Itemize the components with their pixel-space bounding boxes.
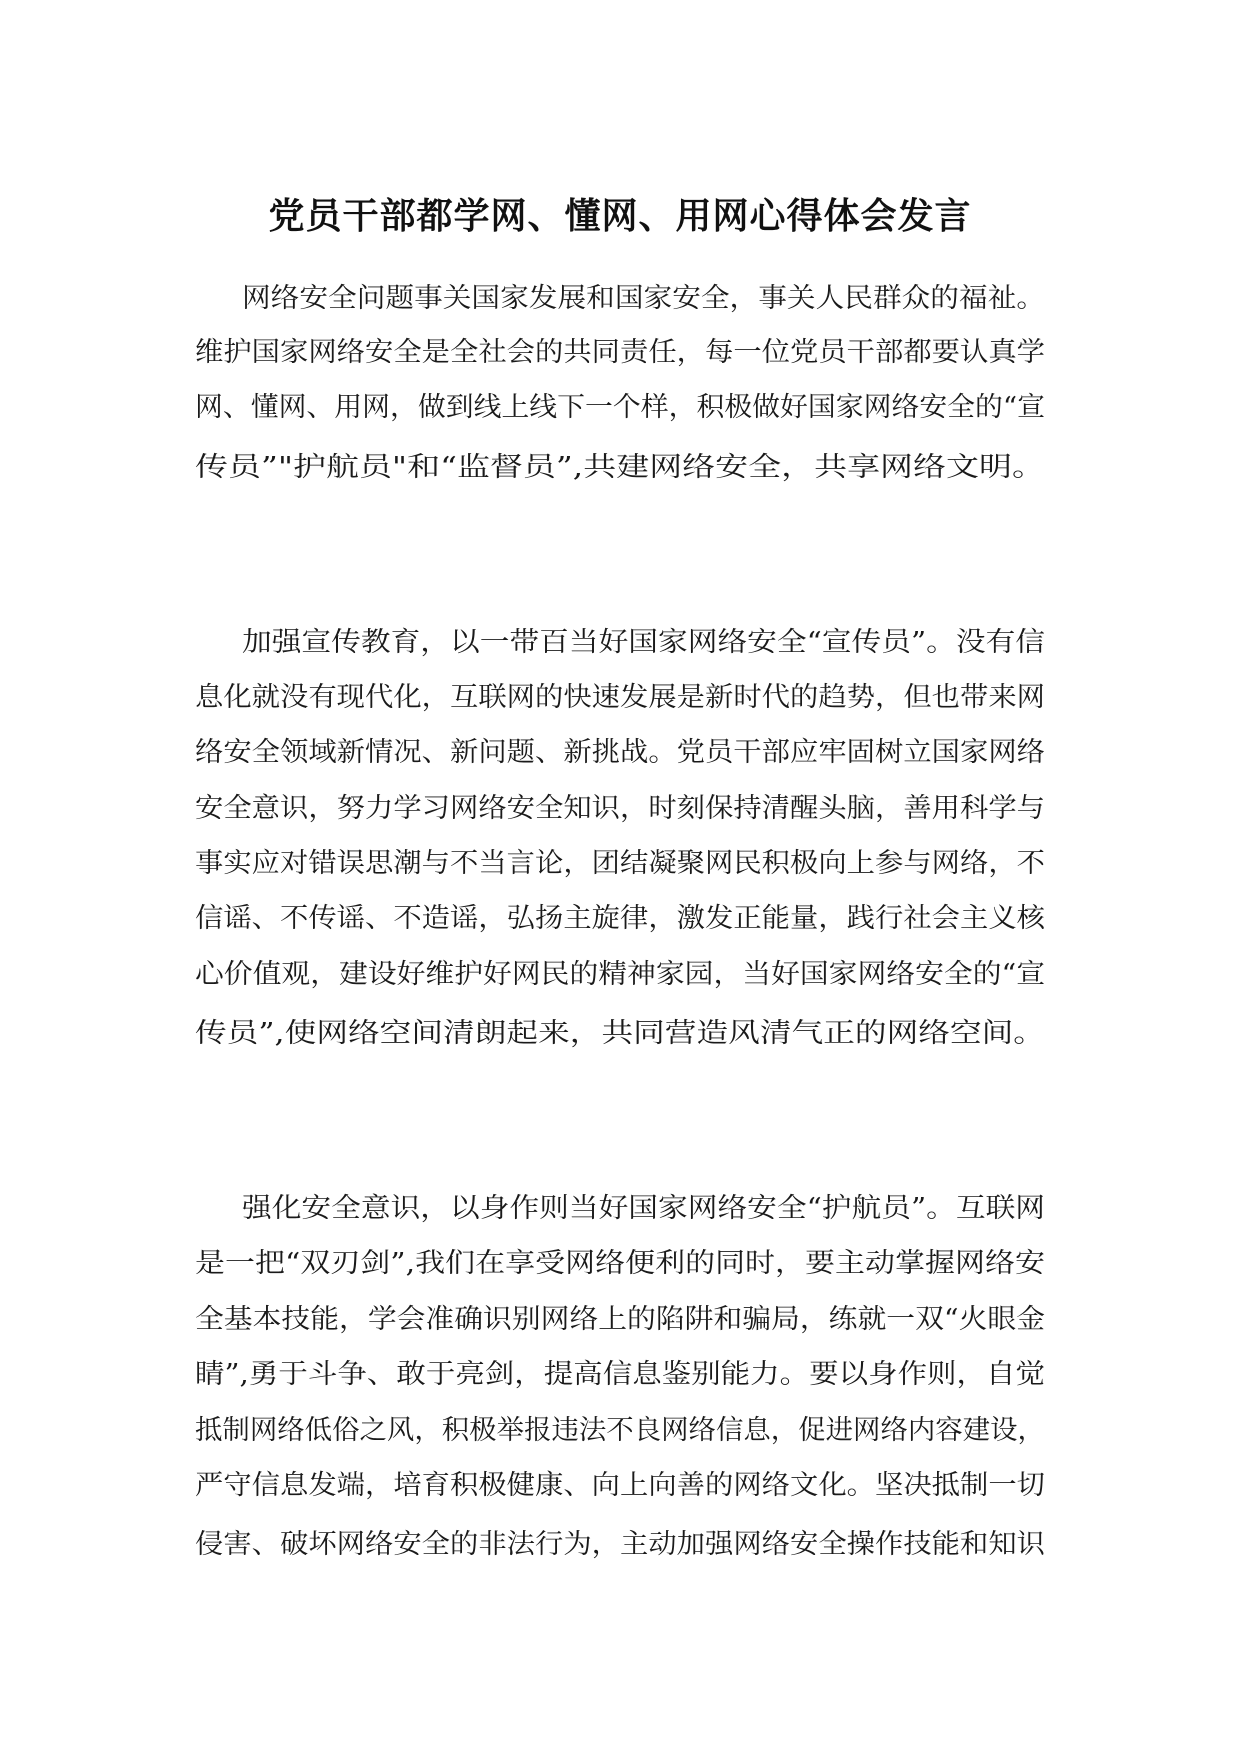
- paragraph-line: 网络安全问题事关国家发展和国家安全，事关人民群众的福祉。: [242, 283, 1046, 314]
- paragraph-line: 强化安全意识，以身作则当好国家网络安全“护航员”。互联网: [242, 1193, 1046, 1224]
- paragraph-line: 网、懂网、用网，做到线上线下一个样，积极做好国家网络安全的“宣: [195, 392, 1046, 423]
- paragraph-line: 络安全领域新情况、新问题、新挑战。党员干部应牢固树立国家网络: [195, 737, 1046, 768]
- paragraph-line: 信谣、不传谣、不造谣，弘扬主旋律，激发正能量，践行社会主义核: [195, 903, 1046, 934]
- paragraph-line: 严守信息发端，培育积极健康、向上向善的网络文化。坚决抵制一切: [195, 1470, 1046, 1501]
- document-title: 党员干部都学网、懂网、用网心得体会发言: [268, 196, 972, 237]
- paragraph-line: 加强宣传教育，以一带百当好国家网络安全“宣传员”。没有信: [242, 627, 1046, 658]
- paragraph-line: 传员”"护航员"和“监督员”,共建网络安全，共享网络文明。: [195, 452, 1045, 483]
- paragraph-line: 事实应对错误思潮与不当言论，团结凝聚网民积极向上参与网络，不: [195, 848, 1046, 879]
- paragraph-line: 传员”,使网络空间清朗起来，共同营造风清气正的网络空间。: [195, 1018, 1045, 1049]
- paragraph-line: 侵害、破坏网络安全的非法行为，主动加强网络安全操作技能和知识: [195, 1529, 1046, 1560]
- paragraph-line: 全基本技能，学会准确识别网络上的陷阱和骗局，练就一双“火眼金: [195, 1304, 1046, 1335]
- paragraph-line: 是一把“双刃剑”,我们在享受网络便利的同时，要主动掌握网络安: [195, 1248, 1045, 1279]
- paragraph-line: 睛”,勇于斗争、敢于亮剑，提高信息鉴别能力。要以身作则，自觉: [195, 1359, 1046, 1390]
- paragraph-line: 维护国家网络安全是全社会的共同责任，每一位党员干部都要认真学: [195, 337, 1046, 368]
- paragraph-line: 抵制网络低俗之风，积极举报违法不良网络信息，促进网络内容建设，: [195, 1415, 1045, 1446]
- paragraph-line: 心价值观，建设好维护好网民的精神家园，当好国家网络安全的“宣: [195, 959, 1046, 990]
- paragraph-line: 安全意识，努力学习网络安全知识，时刻保持清醒头脑，善用科学与: [195, 793, 1046, 824]
- paragraph-line: 息化就没有现代化，互联网的快速发展是新时代的趋势，但也带来网: [195, 682, 1046, 713]
